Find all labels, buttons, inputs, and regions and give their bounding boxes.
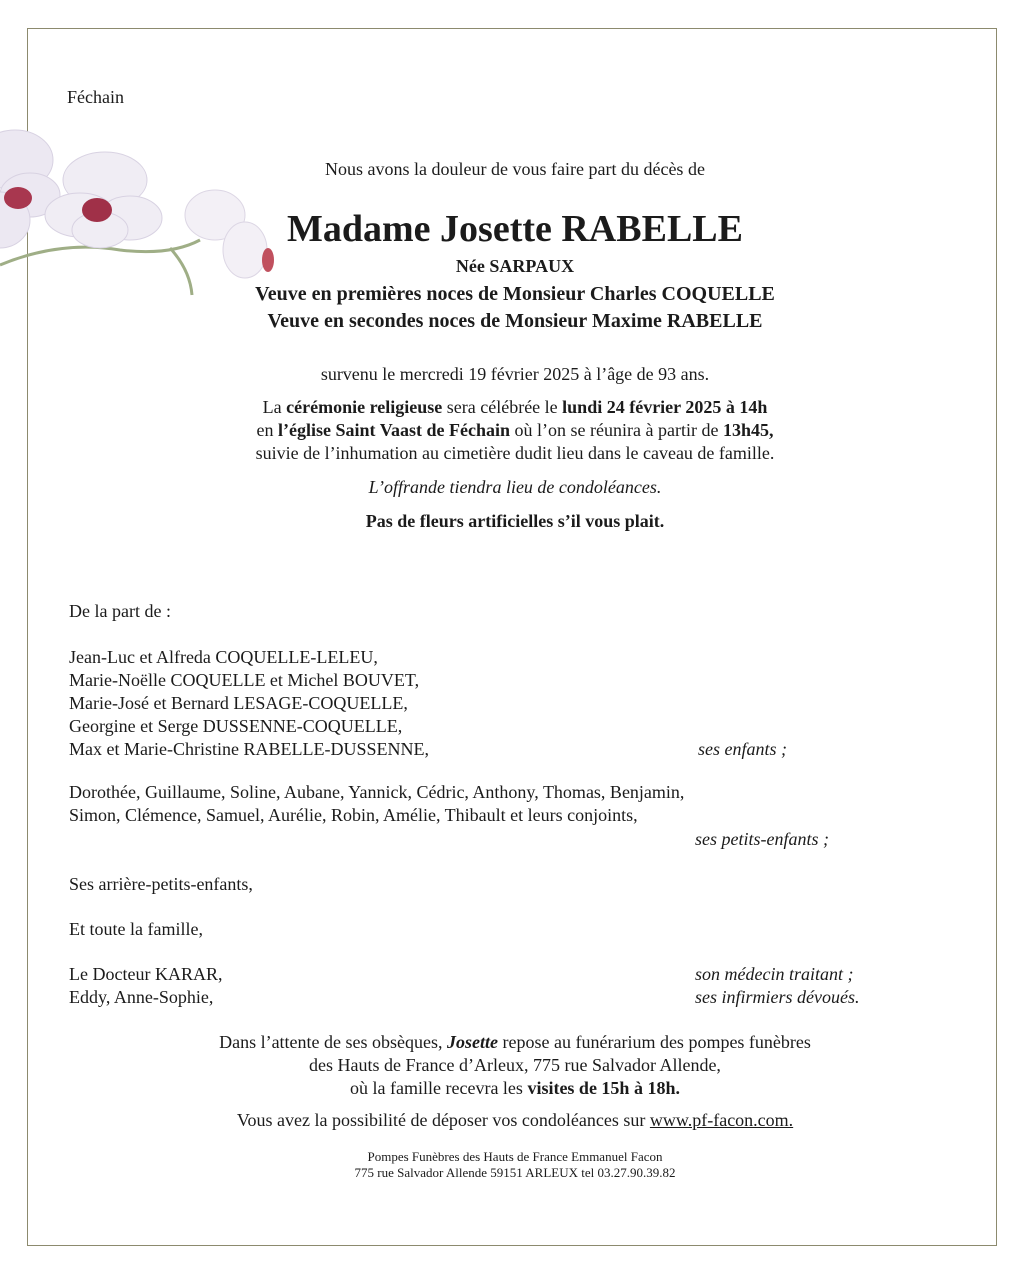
child-1: Jean-Luc et Alfreda COQUELLE-LELEU, — [69, 647, 378, 667]
widow-second: Veuve en secondes noces de Monsieur Maxime RABELLE — [267, 310, 763, 332]
visits-line-1: Dans l’attente de ses obsèques, Josette repose au funérarium des pompes funèbres — [219, 1032, 811, 1052]
flowers-note: Pas de fleurs artificielles s’il vous plait. — [365, 511, 665, 531]
ceremony-line-3: suivie de l’inhumation au cimetière dudit lieu dans le caveau de famille. — [255, 443, 775, 463]
footer-line-2: 775 rue Salvador Allende 59151 ARLEUX tel 03.27.90.39.82 — [354, 1165, 676, 1180]
death-date: survenu le mercredi 19 février 2025 à l’âge de 93 ans. — [320, 364, 710, 384]
town-name: Féchain — [67, 87, 124, 107]
footer-line-1: Pompes Funèbres des Hauts de France Emmanuel Facon — [367, 1149, 663, 1164]
grandchildren-line-2: Simon, Clémence, Samuel, Aurélie, Robin, Amélie, Thibault et leurs conjoints, — [69, 805, 638, 825]
nurses: Eddy, Anne-Sophie, — [69, 987, 214, 1007]
children-role: ses enfants ; — [698, 739, 787, 759]
child-5: Max et Marie-Christine RABELLE-DUSSENNE, — [69, 739, 429, 759]
ceremony-line-2: en l’église Saint Vaast de Féchain où l’on se réunira à partir de 13h45, — [256, 420, 774, 440]
condolences-link[interactable]: www.pf-facon.com. — [649, 1110, 794, 1130]
doctor-role: son médecin traitant ; — [695, 964, 854, 984]
great-grandchildren: Ses arrière-petits-enfants, — [69, 874, 253, 894]
grandchildren-role: ses petits-enfants ; — [695, 829, 829, 849]
child-3: Marie-José et Bernard LESAGE-COQUELLE, — [69, 693, 408, 713]
maiden-name: Née SARPAUX — [455, 256, 575, 276]
widow-first: Veuve en premières noces de Monsieur Charles COQUELLE — [255, 283, 775, 305]
family-intro: De la part de : — [69, 601, 171, 621]
ceremony-line-1: La cérémonie religieuse sera célébrée le lundi 24 février 2025 à 14h — [262, 397, 768, 417]
child-4: Georgine et Serge DUSSENNE-COQUELLE, — [69, 716, 403, 736]
doctor: Le Docteur KARAR, — [69, 964, 223, 984]
all-family: Et toute la famille, — [69, 919, 203, 939]
intro-text: Nous avons la douleur de vous faire part du décès de — [325, 159, 705, 179]
nurses-role: ses infirmiers dévoués. — [695, 987, 860, 1007]
orchid-center-left — [4, 187, 32, 209]
child-2: Marie-Noëlle COQUELLE et Michel BOUVET, — [69, 670, 420, 690]
visits-line-3: où la famille recevra les visites de 15h à 18h. — [350, 1078, 680, 1098]
grandchildren-line-1: Dorothée, Guillaume, Soline, Aubane, Yannick, Cédric, Anthony, Thomas, Benjamin, — [69, 782, 685, 802]
offering-note: L’offrande tiendra lieu de condoléances. — [368, 477, 662, 497]
visits-line-2: des Hauts de France d’Arleux, 775 rue Salvador Allende, — [309, 1055, 721, 1075]
condolences-line: Vous avez la possibilité de déposer vos condoléances sur www.pf-facon.com. — [236, 1110, 794, 1130]
deceased-name: Madame Josette RABELLE — [287, 208, 743, 250]
